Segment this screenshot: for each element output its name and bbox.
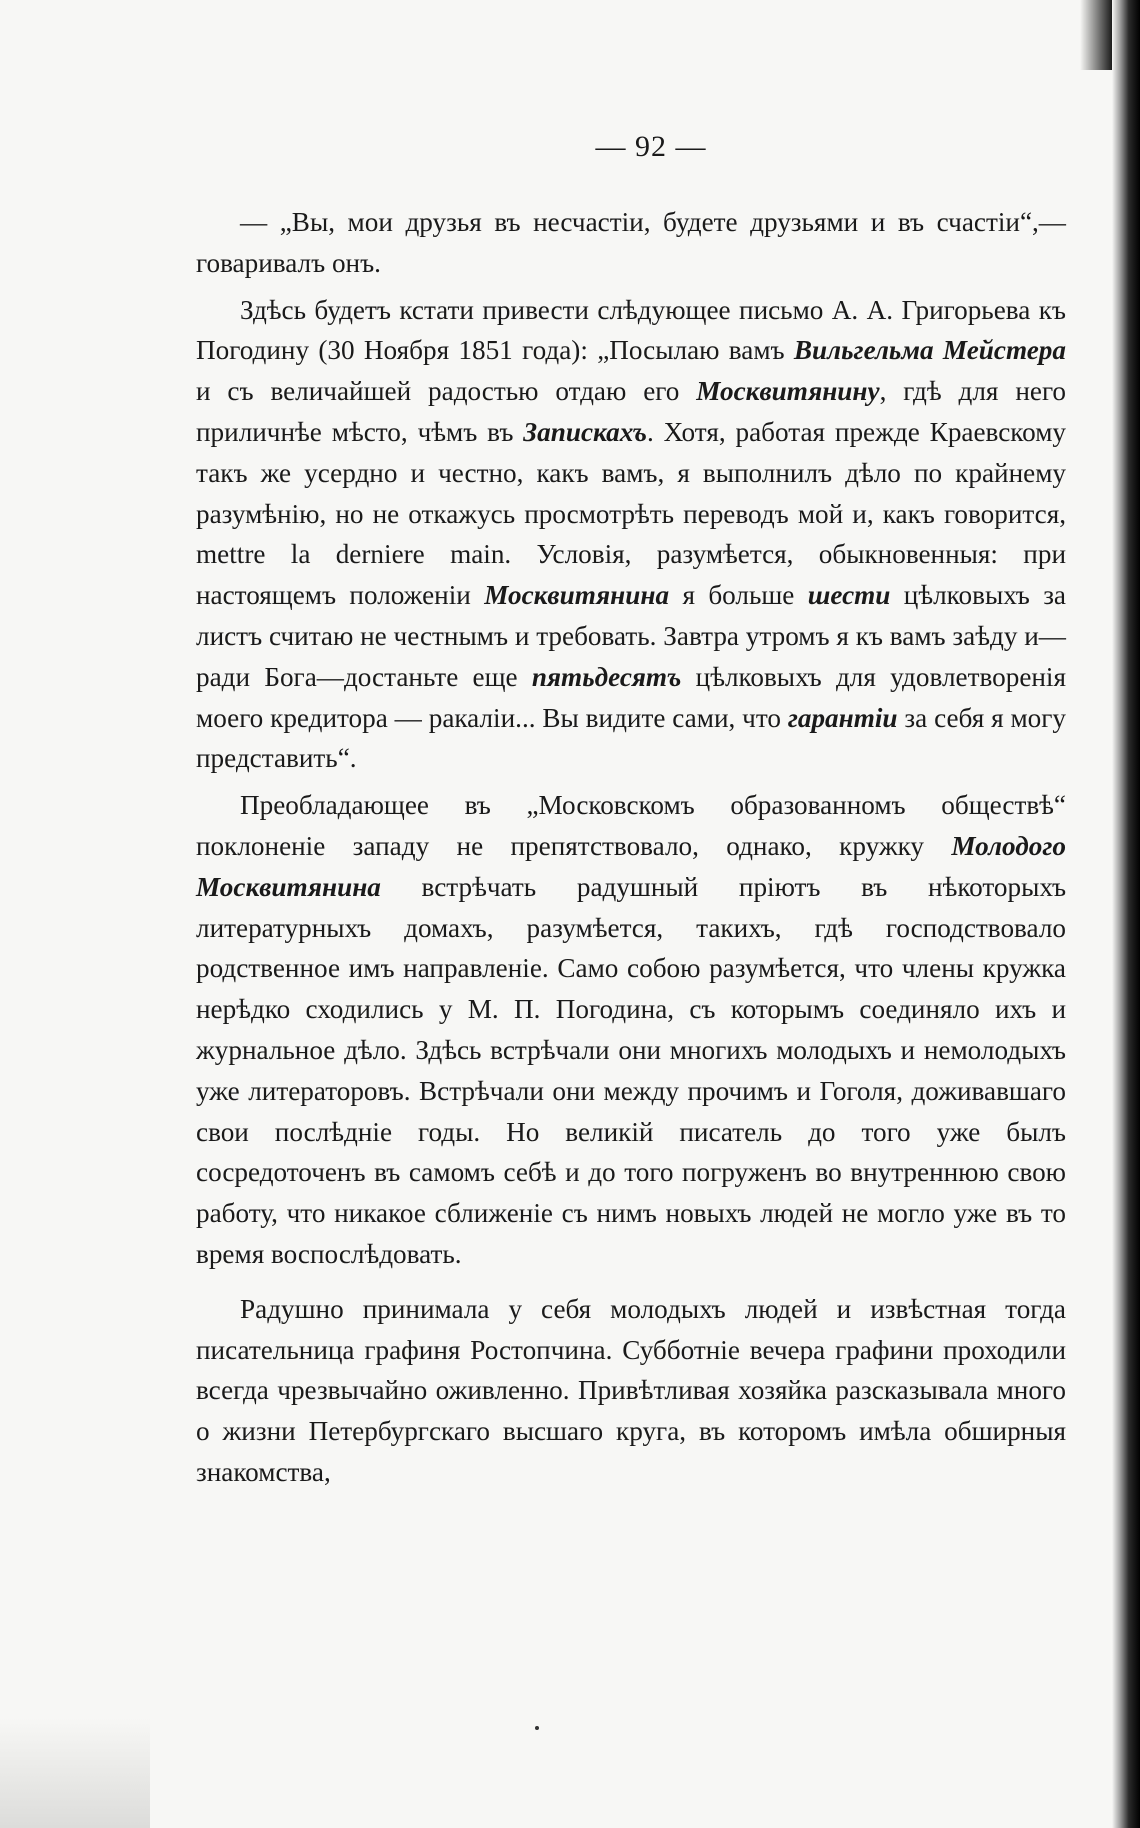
italic-title: Запискахъ xyxy=(523,416,647,447)
text-run: цѣлковыхъ за листъ считаю не честнымъ и требовать. Завтра утромъ я къ вамъ заѣду и—ради Бога—достаньте еще xyxy=(196,580,1066,692)
italic-title: Вильгельма Мейстера xyxy=(793,335,1066,366)
scan-edge-bottom-left xyxy=(0,1718,150,1828)
text-run: встрѣчать радушный пріютъ въ нѣкоторыхъ литературныхъ домахъ, разумѣется, такихъ, гдѣ господствовало родственное имъ направленіе. Само собою разумѣется, что члены кружка нерѣдко сходились у М. П. Погодина, съ которымъ соединяло ихъ и журнальное дѣло. Здѣсь встрѣчали они многихъ молодыхъ и немолодыхъ уже литераторовъ. Встрѣчали они между прочимъ и Гоголя, доживавшаго свои послѣдніе годы. Но великій писатель до того уже былъ сосредоточенъ въ самомъ себѣ и до того погруженъ во внутреннюю свою работу, что никакое сближеніе съ нимъ новыхъ людей не могло уже въ то время воспослѣдовать. xyxy=(196,871,1066,1269)
italic-title: пятьдесятъ xyxy=(531,661,682,692)
ink-speck xyxy=(535,1726,539,1730)
text-run: — „Вы, мои друзья въ несчастіи, будете друзьями и въ счастіи“,—говаривалъ онъ. xyxy=(196,207,1066,278)
text-run: Преобладающее въ „Московскомъ образованномъ обществѣ“ поклоненіе западу не препятствовало, однако, кружку xyxy=(196,790,1066,861)
text-body xyxy=(196,202,1066,1493)
italic-title: Москвитянину xyxy=(696,376,880,407)
text-run: Радушно принимала у себя молодыхъ людей и извѣстная тогда писательница графиня Ростопчина. Субботніе вечера графини проходили всегда чрезвычайно оживленно. Привѣтливая хозяйка разсказывала много о жизни Петербургскаго высшаго круга, въ которомъ имѣла обширныя знакомства, xyxy=(196,1293,1066,1487)
text-run: , гдѣ для него приличнѣе мѣсто, чѣмъ въ xyxy=(196,376,1067,447)
paragraph xyxy=(196,290,1066,780)
italic-title: гарантіи xyxy=(787,702,898,733)
text-run: я больше xyxy=(669,580,808,611)
book-page xyxy=(196,130,1066,1493)
paragraph xyxy=(196,202,1066,284)
text-run: Здѣсь будетъ кстати привести слѣдующее письмо А. А. Григорьева къ Погодину (30 Ноября 1851 года): „Посылаю вамъ xyxy=(196,294,1066,366)
text-run: . Хотя, работая прежде Краевскому такъ же усердно и честно, какъ вамъ, я выполнилъ дѣло по крайнему разумѣнію, но не откажусь просмотрѣть переводъ мой и, какъ говорится, mettre la derniere main. Условія, разумѣется, обыкновенныя: при настоящемъ положеніи xyxy=(196,416,1066,611)
italic-title: Молодого Москвитянина xyxy=(196,830,1066,902)
italic-title: шести xyxy=(807,580,891,611)
text-run: за себя я могу представить“. xyxy=(196,702,1066,774)
paragraph xyxy=(196,785,1066,1275)
page-number: — 92 — xyxy=(595,130,707,163)
scan-edge-right xyxy=(1112,0,1140,1828)
italic-title: Москвитянина xyxy=(484,580,670,611)
text-run: и съ величайшей радостью отдаю его xyxy=(196,376,697,407)
paragraph xyxy=(196,1289,1066,1493)
text-run: цѣлковыхъ для удовлетворенія моего кредитора — ракаліи... Вы видите сами, что xyxy=(196,661,1066,733)
